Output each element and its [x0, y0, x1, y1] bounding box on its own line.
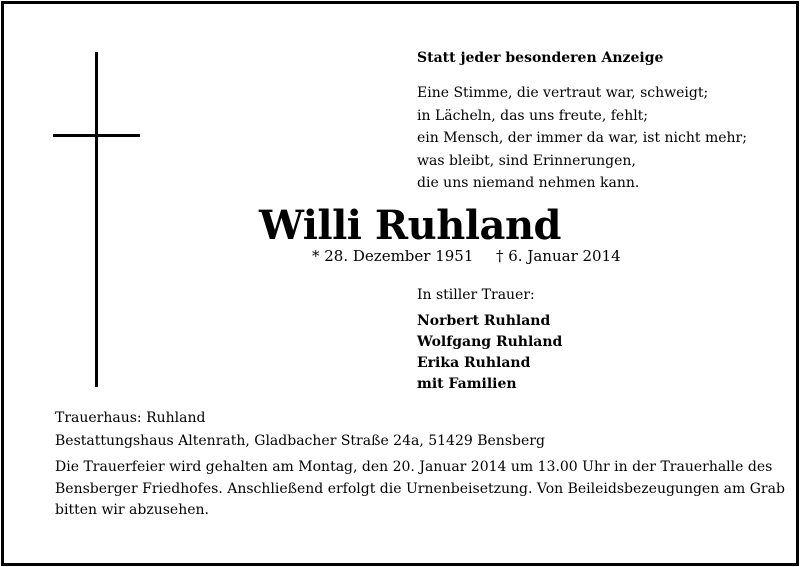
- ceremony-text: [55, 457, 785, 522]
- bestattungshaus-line: Bestattungshaus Altenrath, Gladbacher Straße 24a, 51429 Bensberg: [55, 433, 545, 449]
- intro-heading: Statt jeder besonderen Anzeige: [417, 50, 664, 66]
- poem-line: ein Mensch, der immer da war, ist nicht mehr;: [417, 130, 747, 146]
- ceremony-line: Die Trauerfeier wird gehalten am Montag, den 20. Januar 2014 um 13.00 Uhr in der Trauerhalle des: [55, 459, 773, 475]
- poem: [417, 82, 747, 195]
- mourning-label: In stiller Trauer:: [417, 287, 535, 303]
- death-date: † 6. Januar 2014: [496, 247, 621, 265]
- mourner-name: Erika Ruhland: [417, 355, 531, 371]
- mourner-name: mit Familien: [417, 376, 517, 392]
- poem-line: was bleibt, sind Erinnerungen,: [417, 152, 636, 169]
- mourner-name: Wolfgang Ruhland: [417, 334, 563, 350]
- ceremony-line: bitten wir abzusehen.: [55, 502, 209, 518]
- mourner-name: Norbert Ruhland: [417, 313, 551, 329]
- poem-line: in Lächeln, das uns freute, fehlt;: [417, 107, 649, 124]
- poem-line: die uns niemand nehmen kann.: [417, 175, 640, 191]
- ceremony-line: Bensberger Friedhofes. Anschließend erfolgt die Urnenbeisetzung. Von Beileidsbezeugungen am Grab: [55, 480, 785, 497]
- poem-line: Eine Stimme, die vertraut war, schweigt;: [417, 85, 709, 101]
- mourners-list: [417, 311, 562, 395]
- trauerhaus-line: Trauerhaus: Ruhland: [55, 410, 206, 426]
- birth-date: * 28. Dezember 1951: [312, 247, 474, 265]
- deceased-name: Willi Ruhland: [259, 202, 561, 249]
- cross-horizontal-bar: [53, 134, 140, 137]
